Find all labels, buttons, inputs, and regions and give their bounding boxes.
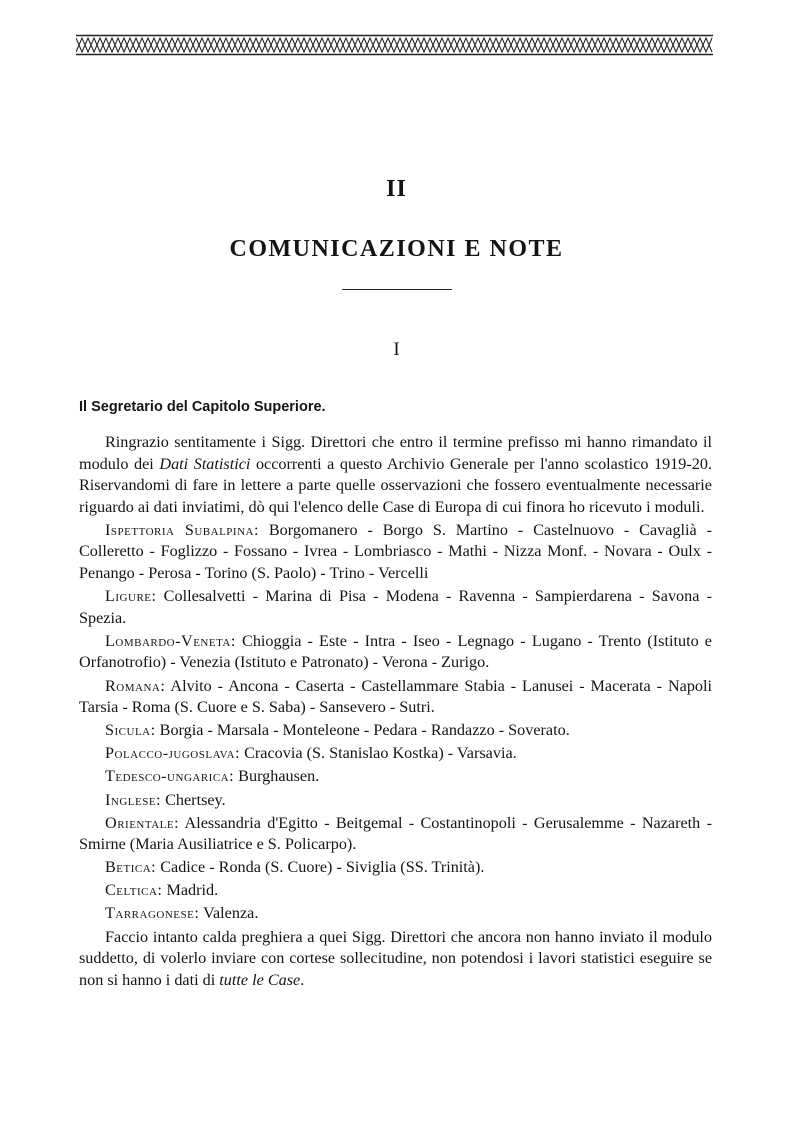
province-houses: Borgia - Marsala - Monteleone - Pedara - Randazzo - Soverato.	[155, 721, 570, 740]
province-houses: Cadice - Ronda (S. Cuore) - Siviglia (SS. Trinità).	[156, 858, 485, 877]
province-houses: Valenza.	[199, 904, 259, 923]
province-label: Orientale:	[105, 813, 180, 832]
section-title: COMUNICAZIONI E NOTE	[229, 236, 564, 262]
province-houses: Borgomanero - Borgo S. Martino - Castelnuovo - Cavaglià - Colleretto - Foglizzo - Fossano - Ivrea - Lombriasco - Mathi - Nizza Monf. - Novara - Oulx - Penango - Perosa - Torino (S. Paolo) - Trino - Vercelli	[79, 520, 712, 583]
province-label: Tedesco-ungarica:	[105, 767, 235, 786]
province-list	[79, 520, 712, 925]
province-entry	[79, 520, 712, 585]
intro-text-1: Ringrazio sentitamente i Sigg. Direttori che entro il termine prefisso mi hanno rimandato il modulo dei	[79, 433, 712, 473]
intro-paragraph	[79, 432, 712, 518]
province-label: Sicula:	[105, 721, 156, 740]
province-label: Lombardo-Veneta:	[105, 631, 236, 650]
section-number: II	[386, 176, 407, 202]
province-houses: Madrid.	[162, 881, 219, 900]
province-label: Betica:	[105, 858, 157, 877]
province-label: Inglese:	[105, 790, 162, 809]
closing-text: Faccio intanto calda preghiera a quei Sigg. Direttori che ancora non hanno inviato il modulo suddetto, di volerlo inviare con cortese sollecitudine, non potendosi i lavori statistici eseguire se non si hanno i dati di	[79, 927, 712, 989]
province-entry	[79, 631, 712, 674]
province-entry	[79, 813, 712, 856]
province-entry	[79, 766, 712, 788]
subsection-number: I	[393, 339, 400, 360]
province-entry	[79, 676, 712, 719]
province-entry	[79, 586, 712, 629]
province-houses: Chioggia - Este - Intra - Iseo - Legnago - Lugano - Trento (Istituto e Orfanotrofio) - Venezia (Istituto e Patronato) - Verona - Zurigo.	[79, 631, 712, 672]
province-houses: Cracovia (S. Stanislao Kostka) - Varsavia.	[240, 744, 517, 763]
intro-text-2: occorrenti a questo Archivio Generale per l'anno scolastico 1919-20. Riservandomi di fare in lettere a parte quelle osservazioni che fossero eventualmente necessarie riguardo ai dati inviatimi, dò qui l'elenco delle Case di Europa di cui finora ho ricevuto i moduli.	[79, 454, 712, 516]
title-divider	[342, 289, 452, 290]
closing-end: .	[300, 970, 305, 989]
province-entry	[79, 743, 712, 765]
province-entry	[79, 880, 712, 902]
province-label: Ispettoria Subalpina:	[105, 520, 259, 539]
province-houses: Burghausen.	[234, 767, 320, 786]
intro-italic-term: Dati Statistici	[159, 454, 251, 473]
province-houses: Alvito - Ancona - Caserta - Castellammare Stabia - Lanusei - Macerata - Napoli Tarsia - Roma (S. Cuore e S. Saba) - Sansevero - Sutri.	[79, 676, 712, 717]
closing-paragraph	[79, 927, 712, 992]
article-body	[79, 432, 712, 991]
province-label: Ligure:	[105, 587, 157, 606]
province-entry	[79, 720, 712, 742]
province-label: Romana:	[105, 676, 166, 695]
province-houses: Chertsey.	[161, 790, 226, 809]
province-label: Tarragonese:	[105, 904, 200, 923]
province-entry	[79, 790, 712, 812]
article-heading: Il Segretario del Capitolo Superiore.	[79, 399, 326, 415]
province-label: Celtica:	[105, 881, 163, 900]
province-label: Polacco-jugoslava:	[105, 744, 241, 763]
closing-italic-term: tutte le Case	[219, 970, 301, 989]
province-entry	[79, 903, 712, 925]
province-entry	[79, 857, 712, 879]
province-houses: Alessandria d'Egitto - Beitgemal - Costantinopoli - Gerusalemme - Nazareth - Smirne (Maria Ausiliatrice e S. Policarpo).	[79, 813, 712, 854]
province-houses: Collesalvetti - Marina di Pisa - Modena - Ravenna - Sampierdarena - Savona - Spezia.	[79, 587, 712, 627]
decorative-border-ornament	[76, 34, 713, 56]
